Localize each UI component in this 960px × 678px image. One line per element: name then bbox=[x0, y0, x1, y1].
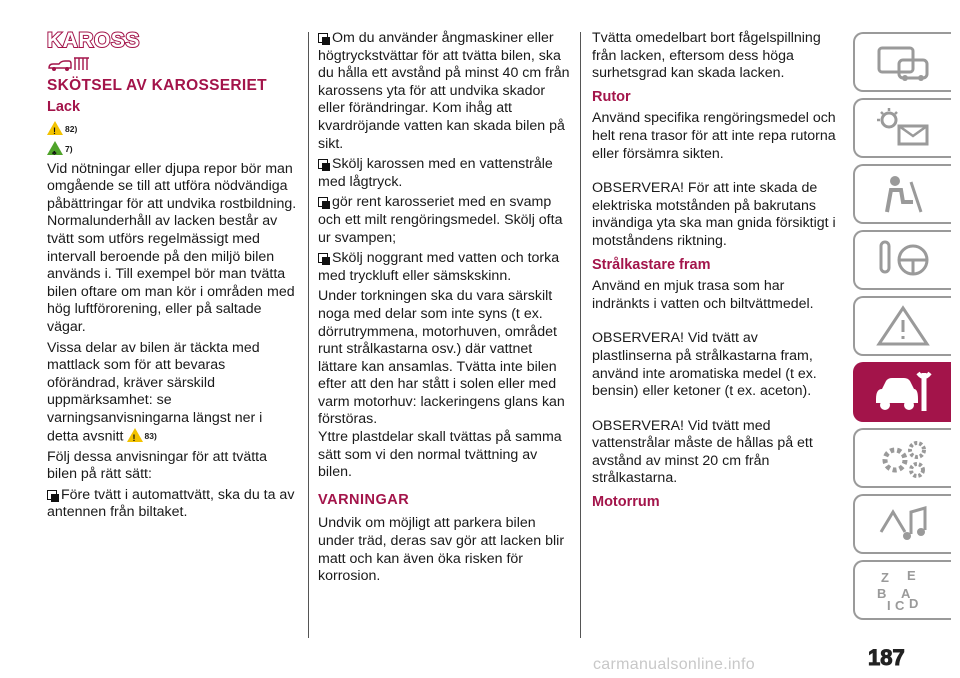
car-wrench-icon bbox=[872, 369, 934, 415]
page-number: 187 bbox=[868, 645, 905, 670]
tab-technical[interactable] bbox=[853, 428, 951, 488]
paragraph: Yttre plastdelar skall tvättas på samma sätt som vi den normal tvättning av bilen. bbox=[318, 429, 562, 481]
tab-maintenance[interactable] bbox=[853, 362, 951, 422]
column-3 bbox=[592, 30, 840, 516]
bullet-item bbox=[47, 487, 297, 522]
bullet-text: Om du använder ångmaskiner eller högtryckstvättar för att tvätta bilen, ska du hålla ett avstånd på minst 40 cm från karossens yta för att undvika skador eller förändringar. Kom ihåg att kvardröjande vatten kan skada bilen på sikt. bbox=[318, 30, 570, 152]
paragraph-text: Vissa delar av bilen är täckta med mattlack som för att bevaras oförändrad, kräver särskild uppmärksamhet: se varningsanvisningarna längst ner i detta avsnitt bbox=[47, 339, 263, 445]
checkbox-bullet-icon bbox=[47, 490, 57, 500]
paragraph: OBSERVERA! För att inte skada de elektriska motstånden på bakrutans invändiga yta ska man gnida försiktigt i motståndens riktning. bbox=[592, 180, 836, 249]
section-title: SKÖTSEL AV KAROSSERIET bbox=[47, 77, 267, 94]
paragraph bbox=[47, 340, 297, 446]
bullet-item bbox=[318, 194, 570, 247]
tab-safety[interactable] bbox=[853, 164, 951, 224]
svg-text:I: I bbox=[887, 598, 891, 612]
environment-icon bbox=[47, 141, 63, 155]
checkbox-bullet-icon bbox=[318, 33, 328, 43]
warning-triangle-icon bbox=[47, 121, 63, 135]
warning-triangle-icon bbox=[873, 304, 933, 348]
checkbox-bullet-icon bbox=[318, 253, 328, 263]
heading-stralkastare: Strålkastare fram bbox=[592, 256, 711, 273]
airbag-seat-icon bbox=[873, 172, 933, 216]
tab-index[interactable] bbox=[853, 560, 951, 620]
bullet-item bbox=[318, 30, 570, 153]
bullet-text: Före tvätt i automattvätt, ska du ta av antennen från biltaket. bbox=[47, 486, 295, 521]
svg-text:C: C bbox=[895, 598, 905, 612]
heading-lack: Lack bbox=[47, 99, 81, 115]
paragraph: OBSERVERA! Vid tvätt med vattenstrålar måste de hållas på ett avstånd av minst 20 cm från strålkastarna. bbox=[592, 417, 813, 487]
column-2 bbox=[318, 30, 570, 589]
car-wash-icon bbox=[47, 56, 93, 72]
bullet-text: Skölj karossen med en vattenstråle med lågtryck. bbox=[318, 156, 553, 190]
ref-83[interactable]: 83) bbox=[144, 430, 157, 441]
tab-starting[interactable] bbox=[853, 230, 951, 290]
watermark: carmanualsonline.info bbox=[593, 656, 755, 673]
column-1 bbox=[47, 30, 297, 525]
warning-ref-row bbox=[47, 121, 297, 139]
svg-text:D: D bbox=[909, 596, 919, 611]
paragraph: Följ dessa anvisningar för att tvätta bilen på rätt sätt: bbox=[47, 448, 268, 483]
alphabet-index-icon bbox=[873, 568, 933, 612]
paragraph: Under torkningen ska du vara särskilt noga med delar som inte syns (t ex. dörrutrymmena, motorhuven, området runt strålkastarna osv.) där vattnet lättare kan ansamlas. Tvätta inte bilen efter att den har stått i solen eller med varm motorhuv: lackeringens glans kan förstöras. bbox=[318, 288, 565, 428]
heading-motorrum: Motorrum bbox=[592, 494, 660, 511]
gears-settings-icon bbox=[873, 436, 933, 480]
tab-dashboard[interactable] bbox=[853, 32, 951, 92]
lights-message-icon bbox=[873, 106, 933, 150]
checkbox-bullet-icon bbox=[318, 159, 328, 169]
warning-triangle-icon bbox=[127, 428, 143, 442]
svg-text:E: E bbox=[907, 568, 916, 583]
ref-82[interactable]: 82) bbox=[65, 123, 78, 134]
tab-emergency[interactable] bbox=[853, 296, 951, 356]
svg-text:A: A bbox=[901, 586, 911, 601]
bullet-item bbox=[318, 156, 570, 191]
ref-7[interactable]: 7) bbox=[65, 143, 73, 154]
svg-text:Z: Z bbox=[881, 570, 889, 585]
dashboard-car-icon bbox=[873, 40, 933, 84]
key-steering-icon bbox=[873, 238, 933, 282]
column-divider bbox=[580, 32, 581, 638]
chapter-title: KAROSS bbox=[47, 29, 140, 52]
paragraph: Vid nötningar eller djupa repor bör man omgående se till att utföra nödvändiga påbättringar för att undvika rostbildning. Normalunderhåll av lacken består av tvätt som utförs regelmässigt med intervall beroende på den miljö bilen används i. Till exempel bör man tvätta bilen oftare om man kör i områden med hög luftförorening, eller på saltade vägar. bbox=[47, 160, 297, 335]
svg-text:B: B bbox=[877, 586, 887, 601]
music-nav-icon bbox=[873, 502, 933, 546]
column-divider bbox=[308, 32, 309, 638]
paragraph: Använd specifika rengöringsmedel och helt rena trasor för att inte repa rutorna eller försämra sikten. bbox=[592, 110, 836, 162]
tab-multimedia[interactable] bbox=[853, 494, 951, 554]
heading-rutor: Rutor bbox=[592, 88, 631, 105]
bullet-item bbox=[318, 250, 570, 285]
bullet-text: gör rent karosseriet med en svamp och ett milt rengöringsmedel. Skölj ofta ur svampen; bbox=[318, 194, 563, 246]
chapter-tabs bbox=[853, 32, 951, 626]
paragraph: OBSERVERA! Vid tvätt av plastlinserna på strålkastarna fram, använd inte aromatiska medel (t ex. bensin) eller ketoner (t ex. aceton). bbox=[592, 330, 817, 400]
paragraph: Använd en mjuk trasa som har indränkts i vatten och biltvättmedel. bbox=[592, 278, 814, 312]
paragraph: Tvätta omedelbart bort fågelspillning från lacken, eftersom dess höga surhetsgrad kan skada lacken. bbox=[592, 30, 821, 82]
paragraph: Undvik om möjligt att parkera bilen under träd, deras sav gör att lacken blir matt och kan även öka risken för korrosion. bbox=[318, 515, 565, 585]
tab-lights[interactable] bbox=[853, 98, 951, 158]
bullet-text: Skölj noggrant med vatten och torka med tryckluft eller sämskskinn. bbox=[318, 250, 560, 284]
checkbox-bullet-icon bbox=[318, 197, 328, 207]
warnings-heading: VARNINGAR bbox=[318, 491, 410, 508]
env-ref-row bbox=[47, 141, 297, 159]
